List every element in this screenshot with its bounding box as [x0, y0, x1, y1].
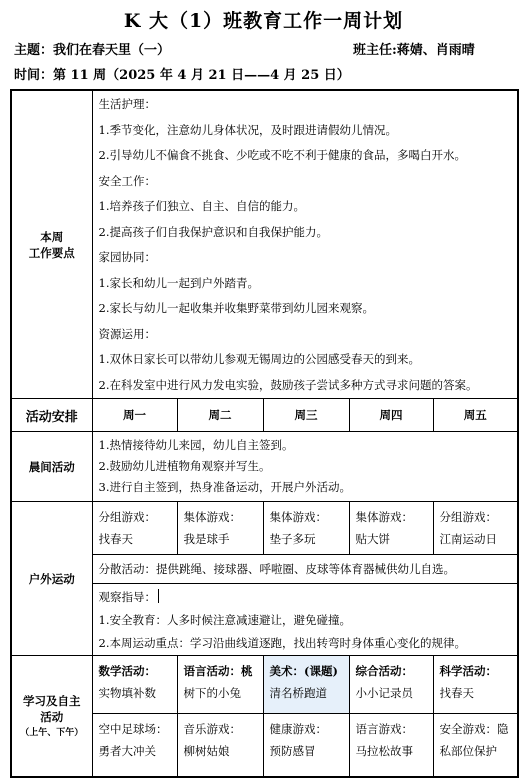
- observe-title-line: [93, 586, 518, 609]
- game-name: 找春天: [98, 532, 133, 546]
- game-name: 垫子多玩: [269, 532, 316, 546]
- key-point-line: 1.双休日家长可以带幼儿参观无锡周边的公园感受春天的到来。: [98, 352, 420, 366]
- game-type: 分组游戏：: [98, 510, 156, 524]
- study-label-line: 活动: [40, 710, 64, 725]
- outdoor-game-cell[interactable]: [263, 502, 349, 555]
- study-cell-line: 音乐游戏：: [183, 722, 241, 736]
- key-point-line: 资源运用：: [98, 326, 156, 341]
- observe-content[interactable]: [92, 584, 518, 656]
- game-type: 集体游戏：: [269, 510, 327, 524]
- study-cell-line: 小小记录员: [355, 686, 413, 700]
- morning-label: 晨间活动: [11, 432, 92, 502]
- study-cell-line: 语言活动：桃: [183, 664, 253, 678]
- key-point-line: 安全工作：: [98, 173, 156, 188]
- text-cursor: [158, 589, 159, 603]
- theme-text: 主题：我们在春天里（一）: [14, 43, 171, 58]
- study-cell[interactable]: [92, 656, 177, 714]
- study-cell[interactable]: [263, 714, 349, 777]
- key-points-label-line: 本周: [40, 229, 64, 244]
- morning-line: 1.热情接待幼儿来园，幼儿自主签到。: [98, 438, 294, 452]
- outdoor-game-cell[interactable]: [177, 502, 263, 555]
- day-tuesday[interactable]: 周二: [177, 399, 263, 432]
- game-type: 分组游戏：: [439, 510, 497, 524]
- teacher-text: 班主任:蒋婧、肖雨晴: [353, 43, 475, 58]
- schedule-header-row: [11, 399, 518, 432]
- key-point-line: 1.季节变化，注意幼儿身体状况，及时跟进请假幼儿情况。: [98, 122, 397, 137]
- key-point-line: 生活护理：: [98, 97, 156, 111]
- study-cell-line: 私部位保护: [439, 744, 497, 758]
- morning-line: 3.进行自主签到，热身准备运动，开展户外活动。: [98, 480, 351, 494]
- study-cell-line: 预防感冒: [269, 744, 316, 758]
- outdoor-label: 户外运动: [11, 502, 92, 656]
- key-points-label: [11, 90, 92, 399]
- key-points-row: [11, 90, 518, 399]
- key-point-line: 2.提高孩子们自我保护意识和自我保护能力。: [98, 224, 328, 239]
- observe-line: 2.本周运动重点：学习沿曲线道逐跑，找出转弯时身体重心变化的规律。: [98, 636, 466, 650]
- key-point-line: 2.引导幼儿不偏食不挑食、少吃或不吃不利于健康的食品，多喝白开水。: [98, 148, 466, 162]
- study-cell-line: 安全游戏：隐: [439, 722, 509, 736]
- key-point-line: 家园协同：: [98, 250, 156, 264]
- study-label: [11, 656, 92, 777]
- study-cell[interactable]: [349, 656, 433, 714]
- morning-content[interactable]: [92, 432, 518, 502]
- day-friday[interactable]: 周五: [433, 399, 518, 432]
- study-cell-line: 找春天: [439, 686, 474, 700]
- key-points-content[interactable]: [92, 90, 518, 399]
- study-cell[interactable]: [433, 656, 518, 714]
- study-cell[interactable]: [433, 714, 518, 777]
- morning-line: 2.鼓励幼儿进植物角观察并写生。: [98, 459, 271, 473]
- outdoor-game-cell[interactable]: [92, 502, 177, 555]
- study-cell-line: 科学活动：: [439, 664, 497, 678]
- study-cell[interactable]: [177, 656, 263, 714]
- study-cell-line: 健康游戏：: [269, 722, 327, 736]
- outdoor-games-row: [11, 502, 518, 555]
- study-cell-line: 实物填补数: [98, 686, 156, 700]
- study-cell-highlighted[interactable]: [263, 656, 349, 714]
- day-wednesday[interactable]: 周三: [263, 399, 349, 432]
- schedule-label: 活动安排: [11, 399, 92, 432]
- study-cell-line: 语言游戏：: [355, 722, 413, 736]
- outdoor-game-cell[interactable]: [433, 502, 518, 555]
- study-cell[interactable]: [349, 714, 433, 777]
- study-row-1: [11, 656, 518, 714]
- study-label-line: 学习及自主: [23, 694, 81, 709]
- game-name: 江南运动日: [439, 532, 497, 546]
- study-cell-line: 美术：(课题): [269, 664, 338, 678]
- game-type: 集体游戏：: [355, 510, 413, 524]
- time-text: 时间：第 11 周（2025 年 4 月 21 日——4 月 25 日）: [14, 68, 350, 83]
- outdoor-game-cell[interactable]: [349, 502, 433, 555]
- scattered-text: 分散活动：提供跳绳、接球器、呼啦圈、皮球等体育器械供幼儿自选。: [98, 561, 455, 576]
- study-cell-line: 清名桥跑道: [269, 686, 327, 700]
- study-cell-line: 空中足球场：: [98, 722, 168, 736]
- study-cell-line: 柳树姑娘: [183, 744, 230, 758]
- key-points-label-line: 工作要点: [28, 245, 75, 260]
- key-point-line: 2.在科发室中进行风力发电实验，鼓励孩子尝试多种方式寻求问题的答案。: [98, 377, 478, 392]
- document-title: K 大（1）班教育工作一周计划: [123, 10, 404, 32]
- key-point-line: 1.培养孩子们独立、自主、自信的能力。: [98, 199, 305, 213]
- scattered-content[interactable]: [92, 555, 518, 584]
- study-cell-line: 勇者大冲关: [98, 744, 156, 758]
- morning-row: [11, 432, 518, 502]
- study-label-sub: （上午、下午）: [20, 728, 84, 739]
- game-type: 集体游戏：: [183, 510, 241, 524]
- game-name: 我是球手: [183, 532, 230, 546]
- day-monday[interactable]: 周一: [92, 399, 177, 432]
- game-name: 贴大饼: [355, 532, 390, 546]
- observe-title: 观察指导：: [98, 590, 156, 604]
- study-cell[interactable]: [177, 714, 263, 777]
- observe-line: 1.安全教育：人多时候注意减速避让，避免碰撞。: [98, 613, 351, 627]
- study-cell-line: 数学活动：: [98, 664, 156, 678]
- plan-table: [10, 89, 519, 778]
- day-thursday[interactable]: 周四: [349, 399, 433, 432]
- study-cell-line: 综合活动：: [355, 664, 413, 678]
- key-point-line: 1.家长和幼儿一起到户外踏青。: [98, 275, 259, 290]
- key-point-line: 2.家长与幼儿一起收集并收集野菜带到幼儿园来观察。: [98, 301, 374, 315]
- study-cell-line: 树下的小兔: [183, 686, 241, 700]
- study-cell-line: 马拉松故事: [355, 744, 413, 758]
- study-cell[interactable]: [92, 714, 177, 777]
